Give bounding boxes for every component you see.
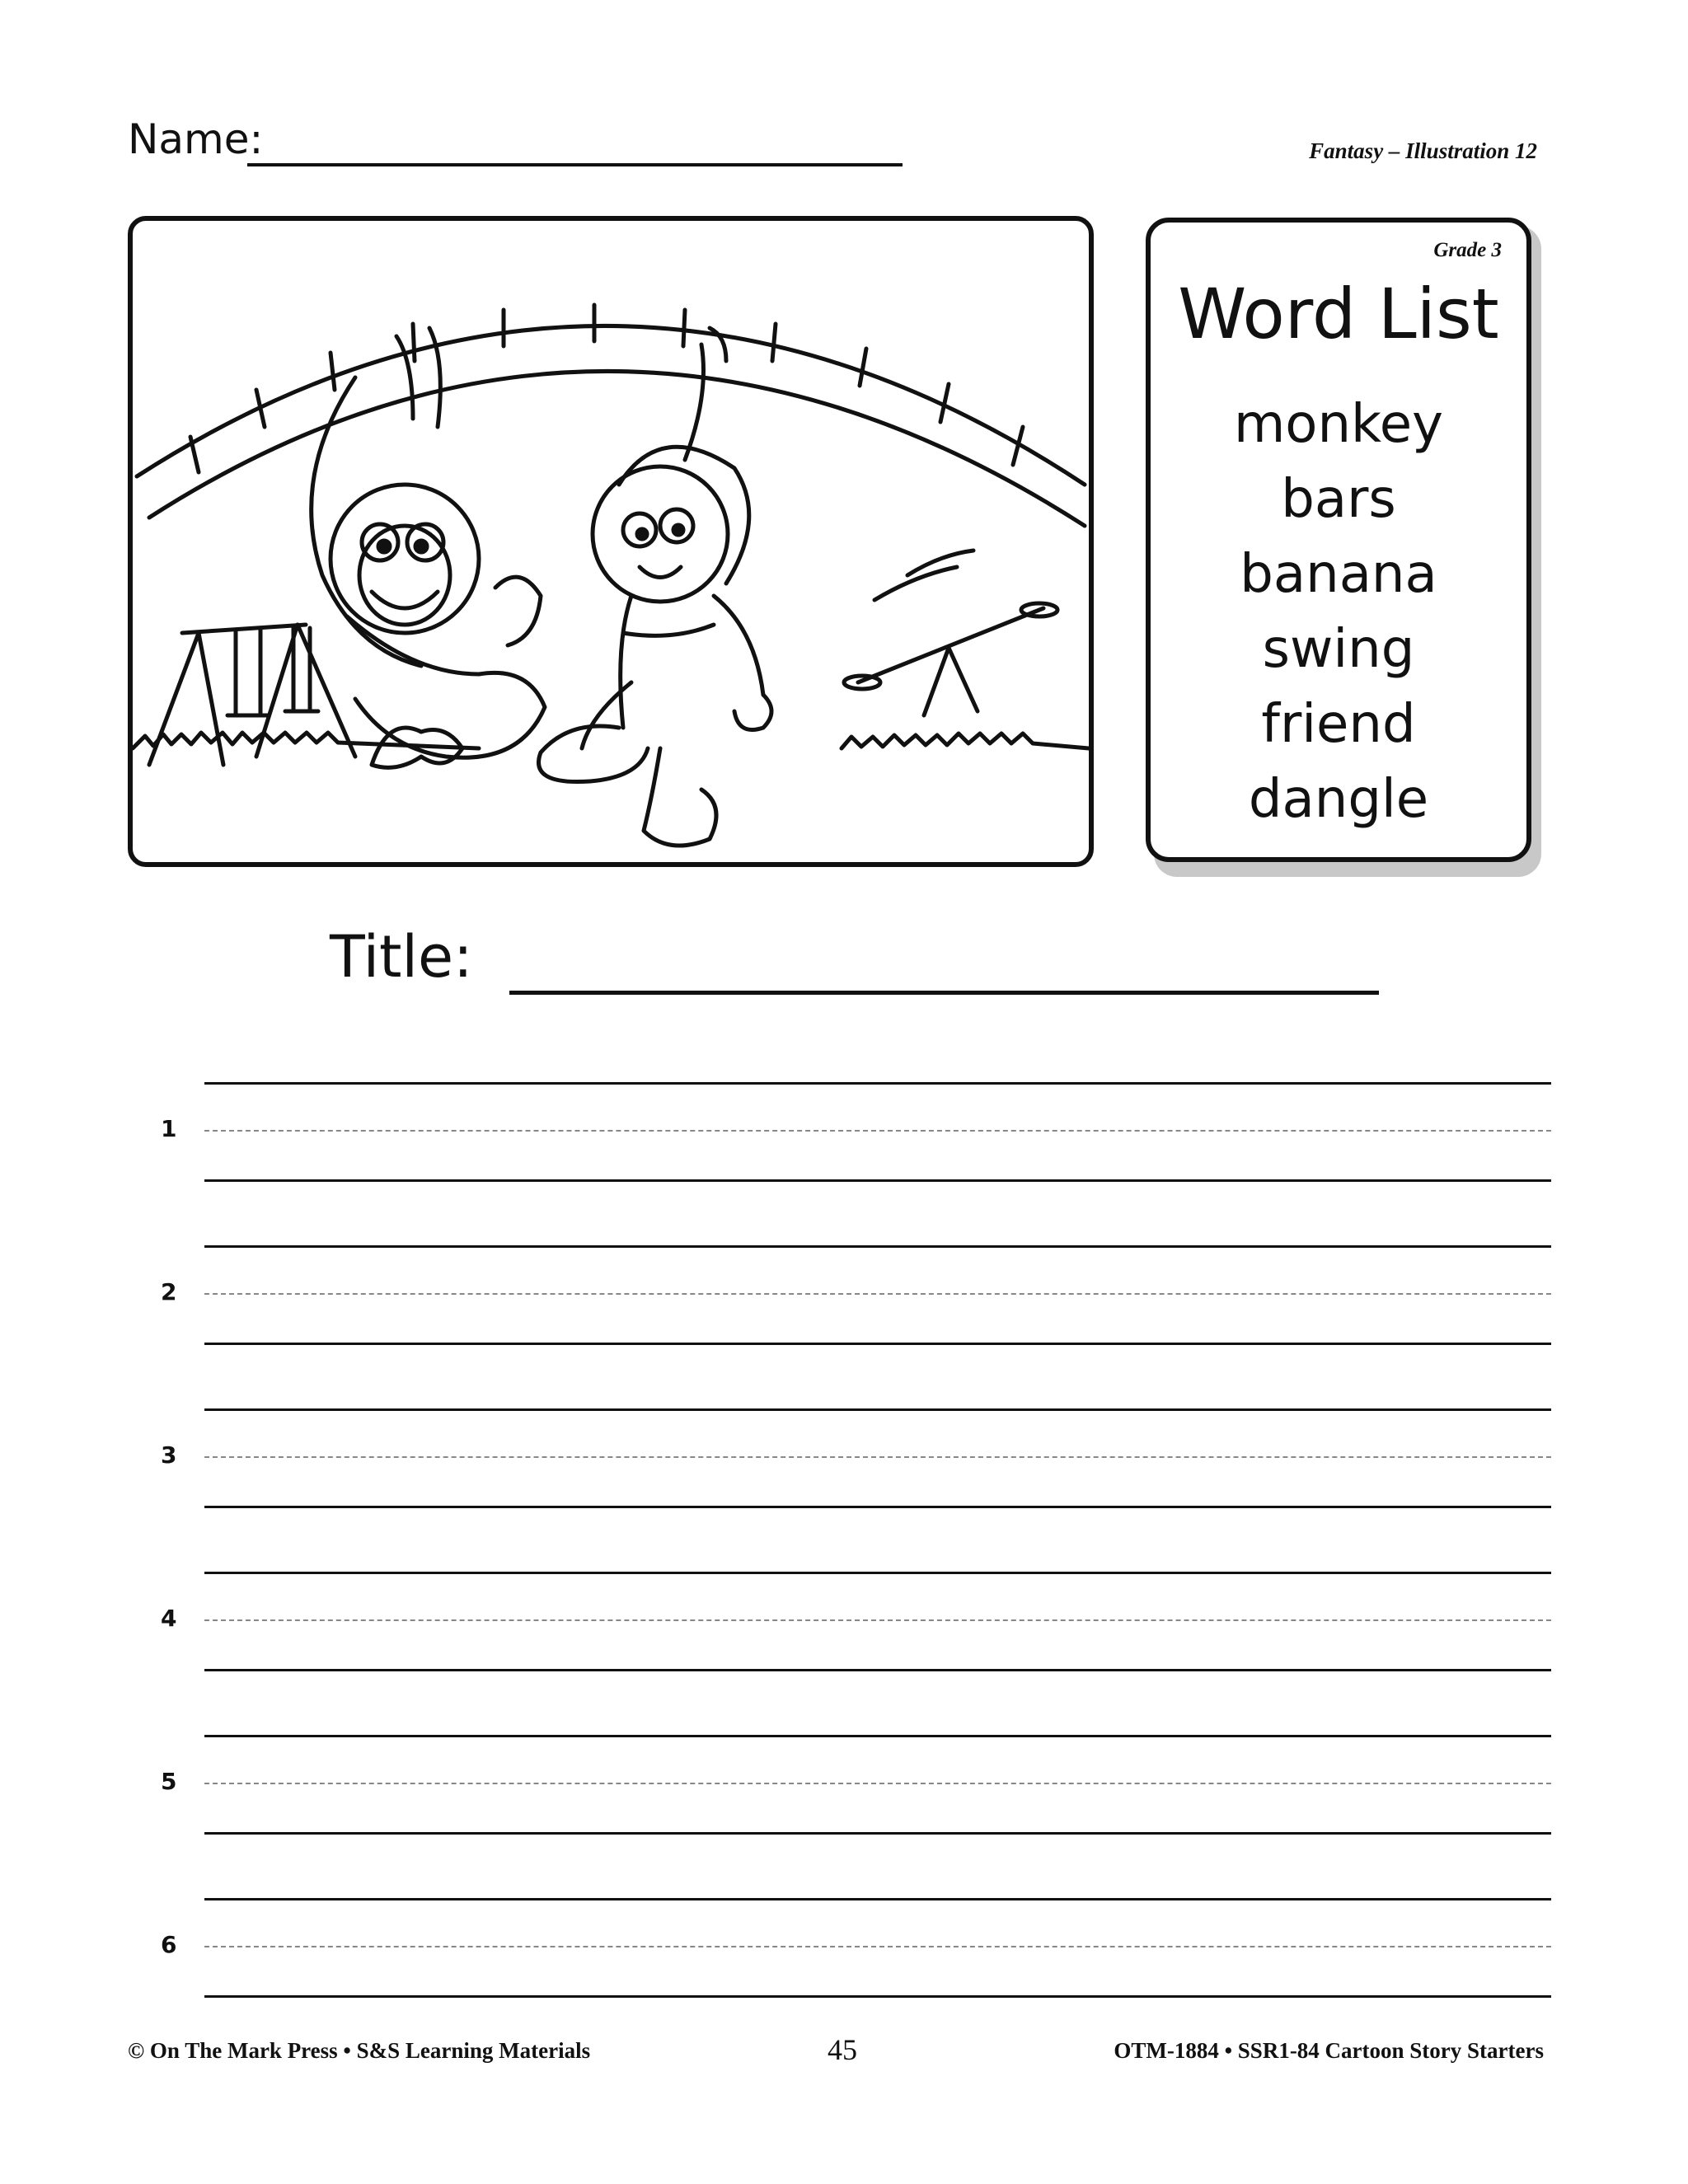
footer-product-code: OTM-1884 • SSR1-84 Cartoon Story Starters	[1114, 2038, 1544, 2063]
writing-row-number: 3	[161, 1441, 177, 1469]
grade-label: Grade 3	[1433, 239, 1502, 261]
writing-row-top-line	[204, 1572, 1551, 1574]
word-list-items	[1151, 387, 1526, 837]
writing-row-number: 6	[161, 1931, 177, 1958]
writing-row-dashed-line	[204, 1783, 1551, 1784]
writing-row-dashed-line	[204, 1946, 1551, 1947]
word-item: swing	[1262, 619, 1415, 680]
footer-publisher: © On The Mark Press • S&S Learning Materials	[128, 2038, 591, 2063]
writing-row-dashed-line	[204, 1293, 1551, 1295]
illustration-frame	[128, 216, 1094, 867]
word-list-title: Word List	[1178, 274, 1499, 354]
word-item: bars	[1281, 469, 1396, 530]
writing-row-dashed-line	[204, 1130, 1551, 1132]
writing-row-number: 2	[161, 1278, 177, 1305]
writing-row-top-line	[204, 1898, 1551, 1900]
writing-row-bottom-line	[204, 1179, 1551, 1182]
writing-row-dashed-line	[204, 1456, 1551, 1458]
word-item: monkey	[1233, 394, 1444, 455]
page-number: 45	[828, 2033, 857, 2066]
writing-row-bottom-line	[204, 1506, 1551, 1508]
seesaw	[844, 551, 1057, 715]
writing-row-bottom-line	[204, 1832, 1551, 1835]
title-label: Title:	[330, 923, 473, 991]
word-item: friend	[1261, 694, 1416, 755]
word-item: banana	[1240, 544, 1437, 605]
writing-row-bottom-line	[204, 1669, 1551, 1671]
name-line	[247, 163, 903, 166]
monkey-bars-rungs	[190, 305, 1023, 472]
word-list-box	[1146, 218, 1531, 862]
writing-row-number: 1	[161, 1115, 177, 1142]
writing-row-number: 5	[161, 1768, 177, 1795]
writing-row-top-line	[204, 1408, 1551, 1411]
writing-row-bottom-line	[204, 1343, 1551, 1345]
writing-row-top-line	[204, 1082, 1551, 1085]
grass	[133, 733, 1089, 748]
writing-row-top-line	[204, 1735, 1551, 1737]
writing-row-number: 4	[161, 1605, 177, 1632]
word-item: dangle	[1248, 769, 1429, 830]
writing-row-dashed-line	[204, 1619, 1551, 1621]
writing-row-bottom-line	[204, 1995, 1551, 1998]
name-label: Name:	[128, 115, 264, 163]
header-caption: Fantasy – Illustration 12	[1309, 138, 1537, 163]
child	[539, 328, 772, 846]
title-line	[509, 991, 1379, 995]
playground-illustration	[133, 221, 1089, 862]
writing-row-top-line	[204, 1245, 1551, 1248]
